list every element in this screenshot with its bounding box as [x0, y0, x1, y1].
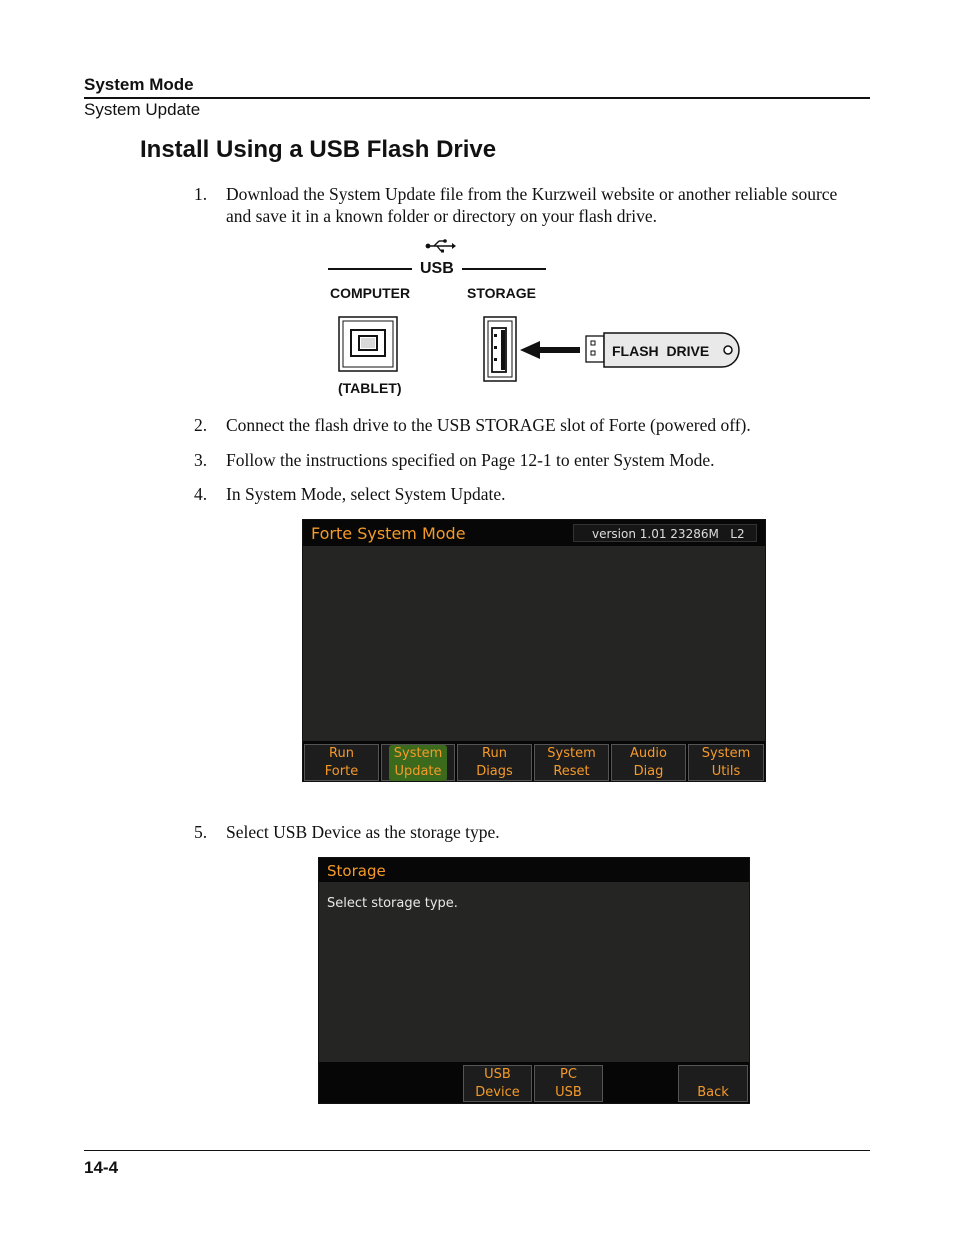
page-number: 14-4 [84, 1158, 119, 1177]
step-text: Connect the flash drive to the USB STORAGE slot of Forte (powered off). [226, 415, 751, 435]
softkey-label-line1: System [701, 746, 751, 761]
tablet-label: (TABLET) [338, 380, 402, 396]
flash-drive-label: FLASH DRIVE [612, 343, 710, 359]
step-number: 1. [194, 184, 208, 204]
softkey-label-line1: System [547, 746, 596, 761]
footer-rule [84, 1150, 870, 1151]
step-number: 3. [194, 450, 208, 470]
screen-message: Select storage type. [327, 896, 458, 911]
header-rule [84, 97, 870, 99]
softkey-label-line2: Reset [553, 764, 590, 779]
step-2 [194, 414, 874, 436]
softkey-label-line1: Run [482, 746, 507, 761]
step-text: Download the System Update file from the Kurzweil website or another reliable source and save it in a known folder or directory on your flash drive. [226, 184, 838, 226]
softkey-pc-usb[interactable] [534, 1065, 603, 1102]
softkey-audio-diag[interactable] [611, 744, 686, 781]
computer-label: COMPUTER [330, 285, 411, 301]
usb-a-port-icon [483, 316, 519, 384]
step-text: Select USB Device as the storage type. [226, 822, 500, 842]
softkey-system-update[interactable] [381, 744, 455, 781]
softkey-label-line2: Update [394, 764, 442, 779]
storage-connector-line [462, 268, 546, 270]
softkey-label-line2: Diag [633, 764, 664, 779]
softkey-label-line2: Back [697, 1085, 729, 1100]
softkey-label-line1: USB [484, 1067, 511, 1082]
step-number: 4. [194, 484, 208, 504]
step-text: In System Mode, select System Update. [226, 484, 506, 504]
storage-label: STORAGE [467, 285, 536, 301]
softkey-row [303, 741, 765, 781]
storage-screen [318, 857, 750, 1104]
running-header-chapter: System Mode [84, 75, 194, 94]
screen-title: Storage [327, 862, 386, 880]
softkey-label-line1: Audio [630, 746, 667, 761]
usb-trident-icon [424, 238, 456, 254]
softkey-label-line1: System [393, 746, 443, 761]
step-3 [194, 449, 874, 471]
version-readout: version 1.01 23286M L2 [573, 524, 757, 542]
softkey-label-line1: Run [329, 746, 354, 761]
softkey-back[interactable] [678, 1065, 748, 1102]
insert-arrow-icon [520, 338, 582, 362]
softkey-row [319, 1062, 749, 1103]
step-5 [194, 821, 874, 843]
step-1 [194, 183, 874, 229]
usb-label: USB [420, 260, 454, 277]
system-mode-screen [302, 519, 766, 782]
softkey-label-line2: Device [475, 1085, 520, 1100]
section-title: Install Using a USB Flash Drive [140, 136, 497, 163]
softkey-label-line2: USB [555, 1085, 582, 1100]
computer-connector-line [328, 268, 412, 270]
step-4 [194, 483, 874, 505]
softkey-label-line2: Forte [324, 764, 359, 779]
usb-b-port-icon [338, 316, 400, 374]
usb-connection-diagram [320, 236, 750, 406]
softkey-label-line2: Utils [711, 764, 741, 779]
softkey-label-line2: Diags [476, 764, 513, 779]
softkey-usb-device[interactable] [463, 1065, 532, 1102]
softkey-system-utils[interactable] [688, 744, 764, 781]
softkey-label-line1: PC [560, 1067, 577, 1082]
step-number: 2. [194, 415, 208, 435]
softkey-run-diags[interactable] [457, 744, 532, 781]
screen-title: Forte System Mode [311, 524, 466, 543]
step-number: 5. [194, 822, 208, 842]
softkey-system-reset[interactable] [534, 744, 609, 781]
softkey-run-forte[interactable] [304, 744, 379, 781]
step-text: Follow the instructions specified on Page 12-1 to enter System Mode. [226, 450, 715, 470]
running-header-section: System Update [84, 100, 201, 119]
